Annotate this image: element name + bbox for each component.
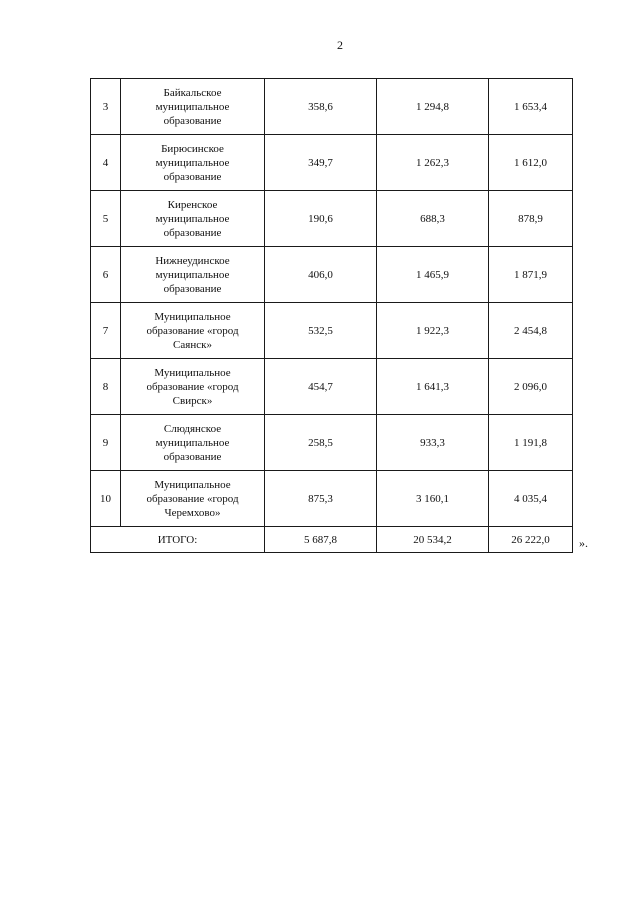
value-column-1: 190,6 [265,191,377,247]
allocation-table [90,78,573,553]
row-number: 6 [91,247,121,303]
value-column-2: 1 922,3 [377,303,489,359]
table-row [91,471,573,527]
table-row [91,79,573,135]
value-column-1: 532,5 [265,303,377,359]
value-column-1: 349,7 [265,135,377,191]
value-column-3: 1 191,8 [489,415,573,471]
row-number: 9 [91,415,121,471]
table-row [91,303,573,359]
value-column-1: 358,6 [265,79,377,135]
municipality-name: Муниципальное образование «город Саянск» [121,303,265,359]
municipality-name: Байкальское муниципальное образование [121,79,265,135]
municipality-name: Бирюсинское муниципальное образование [121,135,265,191]
total-label: ИТОГО: [91,527,265,553]
value-column-3: 2 454,8 [489,303,573,359]
table-row [91,135,573,191]
municipality-name: Муниципальное образование «город Черемхово» [121,471,265,527]
value-column-3: 1 653,4 [489,79,573,135]
value-column-2: 1 465,9 [377,247,489,303]
table-row [91,359,573,415]
closing-quote-mark: ». [579,536,588,550]
total-row [91,527,573,553]
value-column-2: 1 641,3 [377,359,489,415]
row-number: 3 [91,79,121,135]
total-value-3: 26 222,0 [489,527,573,553]
value-column-1: 875,3 [265,471,377,527]
value-column-3: 4 035,4 [489,471,573,527]
value-column-2: 3 160,1 [377,471,489,527]
row-number: 7 [91,303,121,359]
value-column-3: 1 871,9 [489,247,573,303]
value-column-2: 1 262,3 [377,135,489,191]
municipality-name: Слюдянское муниципальное образование [121,415,265,471]
table-body [91,79,573,553]
value-column-2: 1 294,8 [377,79,489,135]
value-column-3: 1 612,0 [489,135,573,191]
municipality-name: Киренское муниципальное образование [121,191,265,247]
value-column-1: 454,7 [265,359,377,415]
row-number: 8 [91,359,121,415]
total-value-1: 5 687,8 [265,527,377,553]
value-column-3: 878,9 [489,191,573,247]
table-row [91,247,573,303]
row-number: 4 [91,135,121,191]
value-column-2: 688,3 [377,191,489,247]
value-column-3: 2 096,0 [489,359,573,415]
value-column-1: 258,5 [265,415,377,471]
page-number: 2 [337,38,343,52]
municipality-name: Нижнеудинское муниципальное образование [121,247,265,303]
municipality-name: Муниципальное образование «город Свирск» [121,359,265,415]
row-number: 10 [91,471,121,527]
table-row [91,191,573,247]
value-column-2: 933,3 [377,415,489,471]
row-number: 5 [91,191,121,247]
table-row [91,415,573,471]
total-value-2: 20 534,2 [377,527,489,553]
value-column-1: 406,0 [265,247,377,303]
